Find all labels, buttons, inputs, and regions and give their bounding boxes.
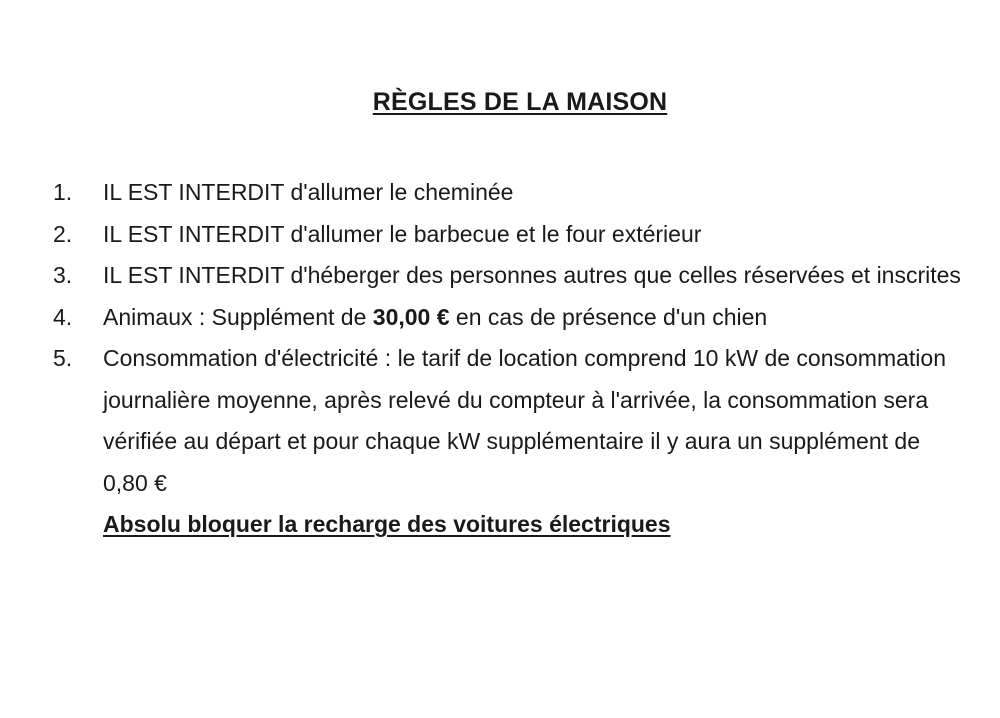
rule-number: 5. [53,345,73,371]
rule-text: IL EST INTERDIT d'héberger des personnes autres que celles réservées et inscrites [103,262,961,288]
rule-text: IL EST INTERDIT d'allumer le cheminée [103,179,514,205]
rules-list [0,172,1000,546]
rule-text: IL EST INTERDIT d'allumer le barbecue et le four extérieur [103,220,702,247]
rule-item-2 [0,214,1000,256]
ev-charging-note: Absolu bloquer la recharge des voitures électriques [103,511,671,537]
rule-item-3 [0,255,1000,297]
rule-number: 2. [53,220,73,247]
rule-item-4 [0,297,1000,339]
rule-text-before: Animaux : Supplément de [103,303,373,330]
rule-item-5 [0,338,1000,504]
page-title: RÈGLES DE LA MAISON [372,88,668,116]
rule-number: 1. [53,179,73,205]
rule-number: 4. [53,303,73,330]
rule-item-1 [0,172,1000,214]
rule-number: 3. [53,262,73,288]
rule-text: Consommation d'électricité : le tarif de location comprend 10 kW de consommation journalière moyenne, après relevé du compteur à l'arrivée, la consommation sera vérifiée au départ et pour chaque kW supplémentaire il y aura un supplément de 0,80 € [103,345,947,496]
rule-text-after: en cas de présence d'un chien [449,303,768,330]
dog-supplement-amount: 30,00 € [372,303,450,330]
